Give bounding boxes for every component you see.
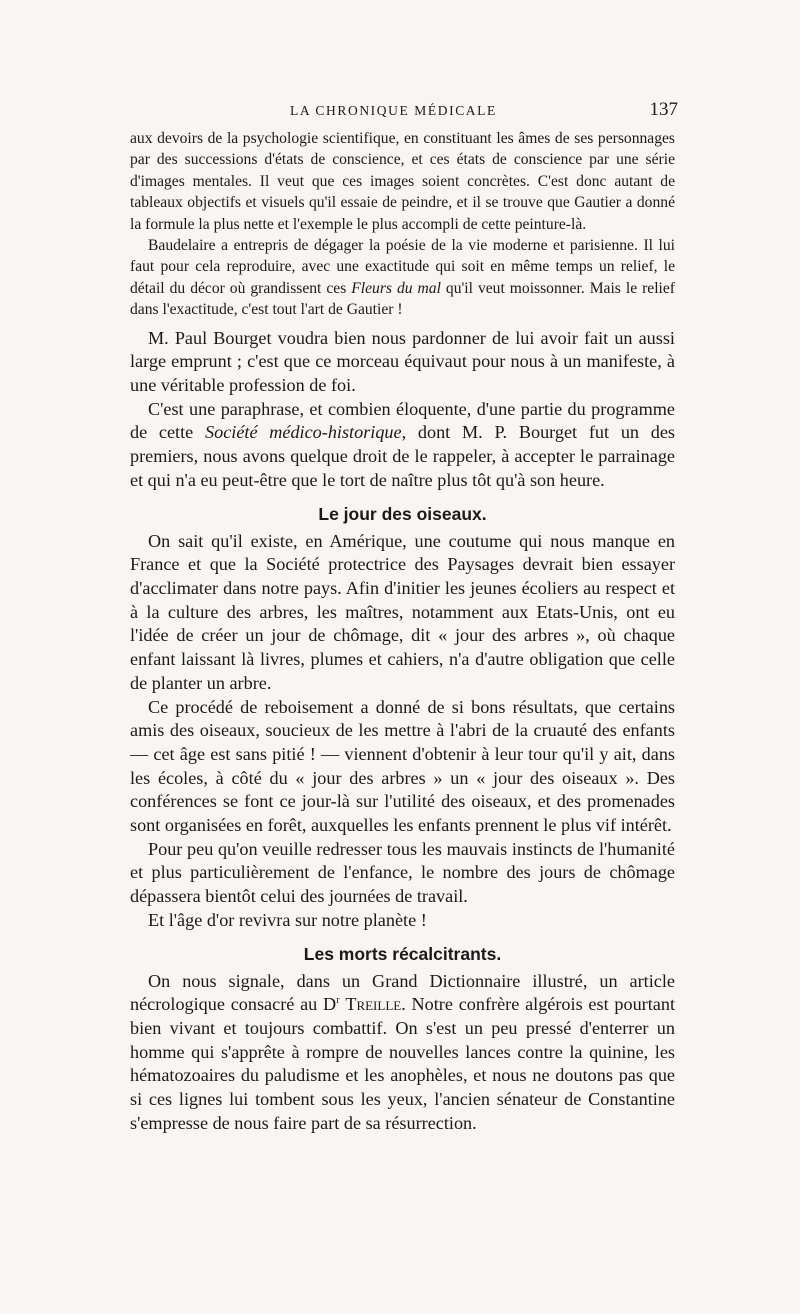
running-title: LA CHRONIQUE MÉDICALE <box>290 103 497 118</box>
doctor-name: Treille <box>345 994 402 1015</box>
oiseaux-paragraph-4: Et l'âge d'or revivra sur notre planète ! <box>148 909 427 930</box>
section-heading-morts: Les morts récalcitrants. <box>303 943 502 964</box>
page-body <box>130 128 675 1135</box>
section-heading-oiseaux: Le jour des oiseaux. <box>318 503 487 524</box>
morts-paragraph-1 <box>130 970 675 1136</box>
commentary-p2-text-1: C'est une paraphrase, et combien éloquente, d'une partie du programme de cette <box>130 398 675 443</box>
quote-paragraph-2 <box>130 235 675 321</box>
morts-p1-text-1: On nous signale, dans un Grand Dictionnaire illustré, un article nécrologique consacré au D <box>130 970 675 1015</box>
oiseaux-paragraph-2: Ce procédé de reboisement a donné de si bons résultats, que certains amis des oiseaux, soucieux de les mettre à l'abri de la cruauté des enfants — cet âge est sans pitié ! — viennent d'obtenir à leur tour qu'il y ait, dans les écoles, à côté du « jour des arbres » un « jour des oiseaux ». Des conférences se font ce jour-là sur l'utilité des oiseaux, et des promenades sont organisées en forêt, auxquelles les enfants prennent le plus vif intérêt. <box>130 696 675 836</box>
doctor-abbrev-sup: r <box>336 995 340 1007</box>
oiseaux-paragraph-3: Pour peu qu'on veuille redresser tous les mauvais instincts de l'humanité et plus particulièrement de l'enfance, le nombre des jours de chômage dépassera bientôt celui des journées de travail. <box>130 838 675 907</box>
commentary-p2-text-2: , dont M. P. Bourget fut un des premiers, nous avons quelque droit de le rappeler, à accepter le parrainage et qui n'a eu peut-être que le tort de naître plus tôt qu'à son heure. <box>130 422 675 490</box>
commentary-p2-italic: Société médico-historique <box>205 422 402 443</box>
page-number: 137 <box>649 99 678 120</box>
morts-p1-text-2: . Notre confrère algérois est pourtant bien vivant et toujours combattif. On s'est un peu pressé d'enterrer un homme qui s'apprête à rompre de nouvelles lances contre la quinine, les hématozoaires du paludisme et les anophèles, et nous ne doutons pas que si ces lignes lui tombent sous les yeux, l'ancien sénateur de Constantine s'empresse de nous faire part de sa résurrection. <box>130 994 676 1133</box>
quote-p2-italic: Fleurs du mal <box>351 279 441 297</box>
commentary-paragraph-1: M. Paul Bourget voudra bien nous pardonner de lui avoir fait un aussi large emprunt ; c'est que ce morceau équivaut pour nous à un manifeste, à une véritable profession de foi. <box>130 327 675 396</box>
quote-p2-text-1: Baudelaire a entrepris de dégager la poésie de la vie moderne et parisienne. Il lui faut pour cela reproduire, avec une exactitude qui soit en même temps un relief, le détail du décor où grandissent ces <box>130 237 675 297</box>
quote-p2-text-2: qu'il veut moissonner. Mais le relief dans l'exactitude, c'est tout l'art de Gautier ! <box>130 279 675 319</box>
quote-paragraph-1: aux devoirs de la psychologie scientifique, en constituant les âmes de ses personnages par des successions d'états de conscience, et ces états de conscience par une série d'images mentales. Il veut que ces images soient concrètes. C'est donc autant de tableaux objectifs et visuels qu'il essaie de peindre, et il se trouve que Gautier a donné la formule la plus nette et l'exemple le plus accompli de cette peinture-là. <box>130 130 675 233</box>
commentary-paragraph-2 <box>130 398 675 493</box>
oiseaux-paragraph-1: On sait qu'il existe, en Amérique, une coutume qui nous manque en France et que la Société protectrice des Paysages devrait bien essayer d'acclimater dans notre pays. Afin d'initier les jeunes écoliers au respect et à la culture des arbres, les maîtres, notamment aux Etats-Unis, ont eu l'idée de créer un jour de chômage, dit « jour des arbres », où chaque enfant laissant là livres, plumes et cahiers, n'a d'autre obligation que celle de planter un arbre. <box>130 530 675 693</box>
